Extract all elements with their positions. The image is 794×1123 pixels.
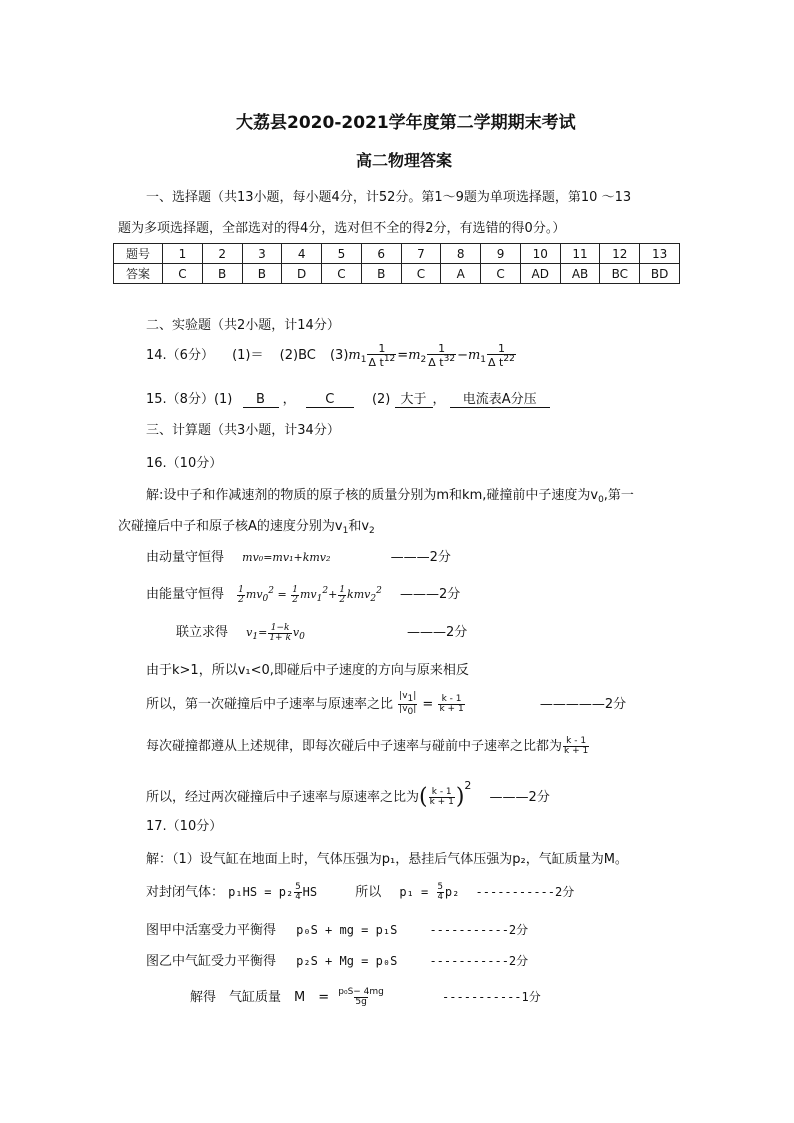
- page-subtitle: 高二物理答案: [356, 151, 453, 170]
- table-cell-answer: B: [242, 264, 282, 284]
- table-cell-number: 3: [242, 244, 282, 264]
- q14-label: 14.（6分）: [146, 348, 214, 363]
- q16-ratio-frac: $\frac{k - 1}{k + 1}$: [439, 694, 464, 714]
- q15-answer2: C: [306, 393, 354, 408]
- q15-answer1: B: [243, 393, 279, 408]
- q17-label: 17.（10分）: [146, 819, 223, 834]
- table-cell-answer: C: [481, 264, 521, 284]
- table-cell-number: 5: [322, 244, 362, 264]
- q15-answer4: 电流表A分压: [450, 393, 550, 408]
- q15-label: 15.（8分）(1): [146, 392, 233, 407]
- q17-line4-frac: $\frac{\text{p₀S− 4mg}}{5g}$: [338, 987, 384, 1007]
- table-cell-answer: C: [322, 264, 362, 284]
- section1-line2: 题为多项选择题，全部选对的得4分，选对但不全的得2分，有选错的得0分。）: [118, 221, 566, 236]
- q15-answer3: 大于: [395, 393, 433, 408]
- table-cell-number: 12: [600, 244, 640, 264]
- q16-energy-line: 由能量守恒得 $\frac{1}{2}$ $mv_0^2$ = $\frac{1}{2}$ $mv_1^2+$ $\frac{1}{2}$ kmv$_2^2$ ———2分: [146, 584, 461, 605]
- q17-line2-eq: p₀S + mg = p₁S: [296, 923, 398, 937]
- q17-line1-score: -----------2分: [475, 885, 575, 899]
- q14-m1: m: [348, 348, 361, 363]
- table-cell-number: 10: [520, 244, 560, 264]
- table-cell-answer: B: [361, 264, 401, 284]
- table-cell-answer: C: [401, 264, 441, 284]
- section1-line1: 一、选择题（共13小题，每小题4分，计52分。第1～9题为单项选择题，第10 ～13: [146, 190, 632, 205]
- q14-frac3: $\frac{1}{\Delta t^{22}}$: [488, 342, 515, 369]
- q14-m2: m: [408, 348, 421, 363]
- section2-heading: 二、实验题（共2小题，计14分）: [146, 318, 340, 333]
- q15-line: [146, 388, 550, 408]
- q16-energy-score: ———2分: [399, 587, 461, 602]
- table-cell-answer: D: [282, 264, 322, 284]
- q14-frac2: $\frac{1}{\Delta t^{32}}$: [428, 342, 456, 369]
- q14-minus: −: [457, 348, 468, 363]
- q15-comma1: ，: [282, 392, 296, 407]
- q16-solve-score: ———2分: [407, 625, 468, 640]
- q16-ratio-score: —————2分: [539, 697, 627, 712]
- table-cell-number: 6: [361, 244, 401, 264]
- q14-part2: (2)BC: [279, 348, 316, 363]
- table-cell-answer: C: [163, 264, 203, 284]
- q17-line3-eq: p₂S + Mg = p₀S: [296, 954, 398, 968]
- q16-two-line: 所以，经过两次碰撞后中子速率与原速率之比为( $\frac{k - 1}{k + 1}$ )$^2$ ———2分: [146, 779, 550, 810]
- q14-equals: =: [397, 348, 409, 363]
- table-header-label: 题号: [114, 244, 163, 264]
- q17-line3-score: -----------2分: [429, 954, 529, 968]
- table-cell-answer: BC: [600, 264, 640, 284]
- q16-momentum-line: 由动量守恒得 mv₀=mv₁+kmv₂ ———2分: [146, 550, 451, 565]
- q16-rule-line: 每次碰撞都遵从上述规律，即每次碰后中子速率与碰前中子速率之比都为 $\frac{k - 1}{k + 1}$: [146, 736, 589, 756]
- table-cell-answer: AD: [520, 264, 560, 284]
- q17-line4: 解得 气缸质量 M = $\frac{\text{p₀S− 4mg}}{5g}$ -----------1分: [190, 987, 541, 1007]
- q17-line1: 对封闭气体： p₁HS = p₂ $\frac{5}{4}$ HS 所以 p₁ = $\frac{5}{4}$ p₂ -----------2分: [146, 882, 575, 902]
- q17-line2-score: -----------2分: [429, 923, 529, 937]
- table-answer-label: 答案: [114, 264, 163, 284]
- table-cell-answer: A: [441, 264, 481, 284]
- q17-line1-so: 所以: [355, 885, 382, 900]
- q16-two-score: ———2分: [489, 790, 550, 805]
- q14-line: 14.（6分） (1)＝ (2)BC $(3)m_1$ $\frac{1}{\Delta t^{12}}$ $=m_2$ $\frac{1}{\Delta t^{32}}$ $-m_1$ $\frac{1}{\Delta t^{22}}$: [146, 342, 515, 369]
- q16-solve-line: 联立求得 $v_1=$ $\frac{1-k}{1+ k}$ $v_0$ ———2分: [176, 622, 468, 643]
- q16-two-frac: $\frac{k - 1}{k + 1}$: [429, 787, 454, 807]
- q16-momentum-eq: mv₀=mv₁+kmv₂: [242, 551, 331, 564]
- q16-intro-line1: 解:设中子和作减速剂的物质的原子核的质量分别为m和km,碰撞前中子速度为$v_0$,第一: [146, 488, 634, 505]
- q14-part1: (1)＝: [232, 348, 264, 363]
- q16-rule-frac: $\frac{k - 1}{k + 1}$: [564, 736, 589, 756]
- table-cell-number: 2: [202, 244, 242, 264]
- q16-ratio-v: $\frac{|v_1|}{|v_0|}$: [399, 691, 417, 717]
- q16-ratio-line: 所以，第一次碰撞后中子速率与原速率之比 $\frac{|v_1|}{|v_0|}$ = $\frac{k - 1}{k + 1}$ —————2分: [146, 691, 627, 717]
- q16-label: 16.（10分）: [146, 456, 223, 471]
- q17-line4-score: -----------1分: [442, 990, 541, 1004]
- table-cell-number: 13: [640, 244, 680, 264]
- q14-frac1: $\frac{1}{\Delta t^{12}}$: [368, 342, 396, 369]
- table-row-answers: [114, 264, 680, 284]
- q16-solve-eq: $v_1=$ $\frac{1-k}{1+ k}$ $v_0$: [246, 622, 305, 643]
- q15-comma2: ，: [432, 392, 446, 407]
- answer-table: [113, 243, 680, 284]
- section3-heading: 三、计算题（共3小题，计34分）: [146, 423, 340, 438]
- q16-since-line: 由于k>1，所以v₁<0,即碰后中子速度的方向与原来相反: [146, 663, 469, 678]
- q17-line1-res: p₁ = $\frac{5}{4}$ p₂: [399, 882, 460, 902]
- q14-m3: m: [467, 348, 481, 363]
- q17-line1-eq: p₁HS = p₂ $\frac{5}{4}$ HS: [228, 882, 318, 902]
- q16-momentum-score: ———2分: [390, 550, 451, 565]
- table-cell-number: 11: [560, 244, 600, 264]
- table-row-numbers: [114, 244, 680, 264]
- q17-line3: 图乙中气缸受力平衡得 p₂S + Mg = p₀S -----------2分: [146, 954, 529, 969]
- q15-part2: (2): [371, 392, 391, 407]
- table-cell-number: 9: [481, 244, 521, 264]
- q17-intro: 解：（1）设气缸在地面上时，气体压强为p₁，悬挂后气体压强为p₂，气缸质量为M。: [146, 852, 628, 867]
- table-cell-number: 1: [163, 244, 203, 264]
- page-title: 大荔县2020-2021学年度第二学期期末考试: [236, 113, 576, 133]
- q14-part3: (3): [329, 348, 349, 363]
- table-cell-number: 7: [401, 244, 441, 264]
- table-cell-answer: AB: [560, 264, 600, 284]
- table-cell-number: 4: [282, 244, 322, 264]
- table-cell-number: 8: [441, 244, 481, 264]
- q17-line2: 图甲中活塞受力平衡得 p₀S + mg = p₁S -----------2分: [146, 923, 529, 938]
- q16-intro-line2: 次碰撞后中子和原子核A的速度分别为$v_1$和$v_2$: [118, 519, 375, 536]
- table-cell-answer: BD: [640, 264, 680, 284]
- table-cell-answer: B: [202, 264, 242, 284]
- q16-energy-eq: $\frac{1}{2}$ $mv_0^2$ = $\frac{1}{2}$ $mv_1^2+$ $\frac{1}{2}$ kmv$_2^2$: [238, 584, 382, 605]
